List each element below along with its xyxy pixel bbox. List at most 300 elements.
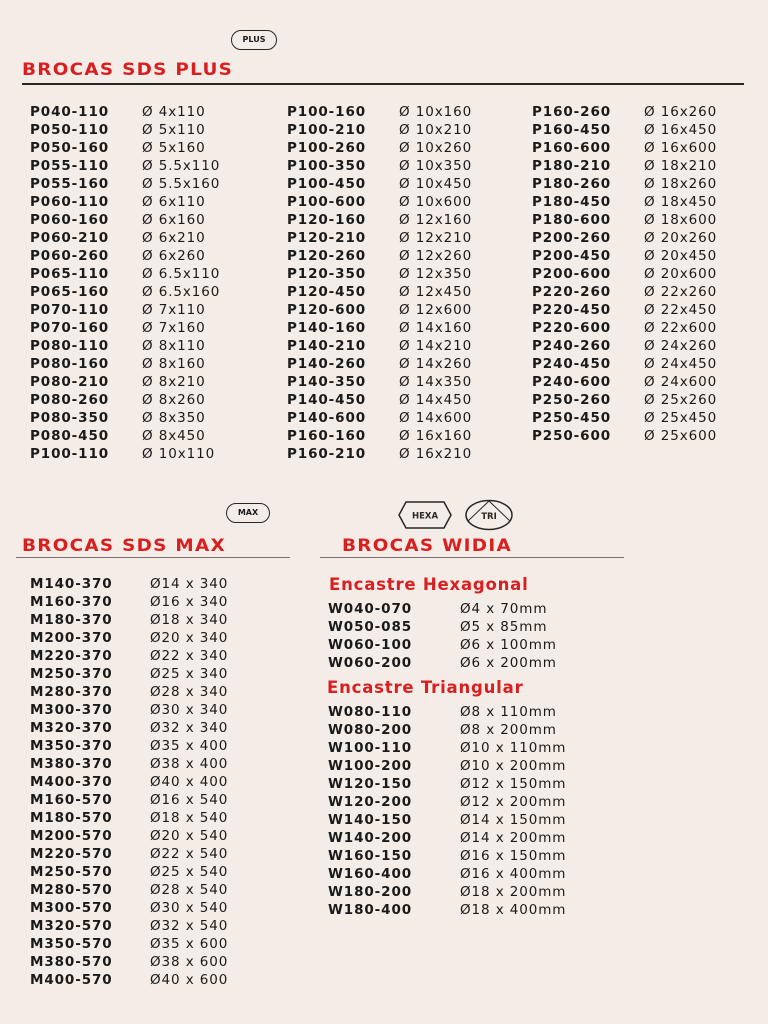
- product-code: P200-600: [532, 266, 612, 282]
- list-item: [328, 847, 566, 865]
- product-code: P080-450: [30, 428, 110, 444]
- dimensions: Ø 5x110: [142, 122, 206, 138]
- list-item: [287, 121, 472, 139]
- list-item: [30, 665, 228, 683]
- dimensions: Ø 12x350: [399, 266, 473, 282]
- list-item: [30, 647, 228, 665]
- dimensions: Ø 24x450: [644, 356, 718, 372]
- product-code: P060-160: [30, 212, 110, 228]
- dimensions: Ø 25x260: [644, 392, 718, 408]
- product-code: P070-160: [30, 320, 110, 336]
- product-code: M200-570: [30, 828, 113, 844]
- product-code: M400-570: [30, 972, 113, 988]
- dimensions: Ø 10x110: [142, 446, 216, 462]
- product-code: W160-150: [328, 848, 413, 864]
- product-code: P140-160: [287, 320, 367, 336]
- list-item: [287, 283, 472, 301]
- product-code: W100-110: [328, 740, 413, 756]
- product-code: W180-200: [328, 884, 413, 900]
- product-code: M140-370: [30, 576, 113, 592]
- list-item: [30, 593, 228, 611]
- product-code: M180-370: [30, 612, 113, 628]
- list-item: [30, 157, 220, 175]
- list-item: [532, 265, 717, 283]
- dimensions: Ø30 x 540: [150, 900, 229, 916]
- dimensions: Ø40 x 400: [150, 774, 229, 790]
- list-item: [287, 337, 472, 355]
- list-item: [328, 739, 566, 757]
- list-item: [30, 373, 220, 391]
- product-code: P180-600: [532, 212, 612, 228]
- dimensions: Ø14 x 200mm: [460, 830, 567, 846]
- product-code: P140-260: [287, 356, 367, 372]
- dimensions: Ø 10x450: [399, 176, 473, 192]
- product-code: M250-570: [30, 864, 113, 880]
- dimensions: Ø 18x450: [644, 194, 718, 210]
- dimensions: Ø 6x260: [142, 248, 206, 264]
- product-code: M300-370: [30, 702, 113, 718]
- list-item: [30, 175, 220, 193]
- list-item: [532, 301, 717, 319]
- product-code: P040-110: [30, 104, 110, 120]
- list-item: [287, 445, 472, 463]
- product-code: P080-210: [30, 374, 110, 390]
- product-code: P070-110: [30, 302, 110, 318]
- dimensions: Ø 20x260: [644, 230, 718, 246]
- dimensions: Ø 7x160: [142, 320, 206, 336]
- dimensions: Ø14 x 340: [150, 576, 229, 592]
- dimensions: Ø32 x 340: [150, 720, 229, 736]
- list-item: [328, 793, 566, 811]
- list-item: [328, 829, 566, 847]
- dimensions: Ø 24x600: [644, 374, 718, 390]
- sds-max-title: BROCAS SDS MAX: [22, 536, 226, 556]
- sds-plus-col-2: [287, 103, 472, 463]
- product-code: M320-570: [30, 918, 113, 934]
- svg-text:HEXA: HEXA: [411, 511, 439, 522]
- dimensions: Ø 22x450: [644, 302, 718, 318]
- list-item: [30, 845, 228, 863]
- product-code: P120-260: [287, 248, 367, 264]
- list-item: [30, 737, 228, 755]
- product-code: P080-160: [30, 356, 110, 372]
- dimensions: Ø 16x260: [644, 104, 718, 120]
- list-item: [328, 901, 566, 919]
- list-item: [328, 636, 557, 654]
- list-item: [30, 629, 228, 647]
- list-item: [532, 391, 717, 409]
- dimensions: Ø8 x 200mm: [460, 722, 557, 738]
- sds-plus-col-1: [30, 103, 220, 463]
- product-code: P055-160: [30, 176, 110, 192]
- list-item: [532, 175, 717, 193]
- list-item: [287, 373, 472, 391]
- product-code: M320-370: [30, 720, 113, 736]
- dimensions: Ø20 x 340: [150, 630, 229, 646]
- dimensions: Ø 18x260: [644, 176, 718, 192]
- widia-title: BROCAS WIDIA: [342, 536, 512, 556]
- list-item: [532, 247, 717, 265]
- list-item: [328, 757, 566, 775]
- product-code: P065-110: [30, 266, 110, 282]
- dimensions: Ø20 x 540: [150, 828, 229, 844]
- product-code: P060-210: [30, 230, 110, 246]
- list-item: [30, 863, 228, 881]
- list-item: [30, 935, 228, 953]
- list-item: [287, 301, 472, 319]
- product-code: W060-200: [328, 655, 413, 671]
- product-code: P250-450: [532, 410, 612, 426]
- product-code: P120-600: [287, 302, 367, 318]
- product-code: P120-210: [287, 230, 367, 246]
- list-item: [30, 575, 228, 593]
- dimensions: Ø 12x600: [399, 302, 473, 318]
- product-code: P140-350: [287, 374, 367, 390]
- list-item: [30, 265, 220, 283]
- list-item: [30, 103, 220, 121]
- product-code: M200-370: [30, 630, 113, 646]
- list-item: [532, 157, 717, 175]
- product-code: P240-260: [532, 338, 612, 354]
- product-code: W180-400: [328, 902, 413, 918]
- product-code: P140-450: [287, 392, 367, 408]
- product-code: P240-450: [532, 356, 612, 372]
- dimensions: Ø10 x 200mm: [460, 758, 567, 774]
- list-item: [287, 229, 472, 247]
- product-code: P220-450: [532, 302, 612, 318]
- list-item: [287, 139, 472, 157]
- dimensions: Ø 20x600: [644, 266, 718, 282]
- product-code: P055-110: [30, 158, 110, 174]
- list-item: [328, 703, 566, 721]
- product-code: P100-210: [287, 122, 367, 138]
- list-item: [532, 427, 717, 445]
- product-code: M180-570: [30, 810, 113, 826]
- dimensions: Ø14 x 150mm: [460, 812, 567, 828]
- list-item: [30, 881, 228, 899]
- dimensions: Ø 22x260: [644, 284, 718, 300]
- dimensions: Ø40 x 600: [150, 972, 229, 988]
- list-item: [328, 654, 557, 672]
- list-item: [287, 265, 472, 283]
- list-item: [30, 319, 220, 337]
- product-code: W120-150: [328, 776, 413, 792]
- product-code: W140-150: [328, 812, 413, 828]
- list-item: [30, 301, 220, 319]
- dimensions: Ø6 x 200mm: [460, 655, 557, 671]
- product-code: P120-350: [287, 266, 367, 282]
- dimensions: Ø16 x 540: [150, 792, 229, 808]
- sds-plus-divider: [22, 83, 744, 85]
- dimensions: Ø 4x110: [142, 104, 206, 120]
- product-code: M400-370: [30, 774, 113, 790]
- product-code: P100-350: [287, 158, 367, 174]
- product-code: P180-210: [532, 158, 612, 174]
- list-item: [328, 721, 566, 739]
- product-code: W160-400: [328, 866, 413, 882]
- dimensions: Ø18 x 400mm: [460, 902, 567, 918]
- dimensions: Ø 24x260: [644, 338, 718, 354]
- dimensions: Ø28 x 340: [150, 684, 229, 700]
- product-code: P100-260: [287, 140, 367, 156]
- tri-subtitle: Encastre Triangular: [327, 678, 524, 697]
- list-item: [30, 683, 228, 701]
- dimensions: Ø30 x 340: [150, 702, 229, 718]
- product-code: P080-110: [30, 338, 110, 354]
- dimensions: Ø 25x450: [644, 410, 718, 426]
- dimensions: Ø6 x 100mm: [460, 637, 557, 653]
- product-code: W050-085: [328, 619, 413, 635]
- dimensions: Ø25 x 340: [150, 666, 229, 682]
- list-item: [532, 193, 717, 211]
- sds-max-list: [30, 575, 228, 989]
- product-code: W140-200: [328, 830, 413, 846]
- dimensions: Ø 6.5x160: [142, 284, 221, 300]
- product-code: P050-160: [30, 140, 110, 156]
- list-item: [30, 391, 220, 409]
- hexa-shank-icon: [398, 501, 452, 529]
- product-code: M350-370: [30, 738, 113, 754]
- list-item: [30, 971, 228, 989]
- product-code: M160-370: [30, 594, 113, 610]
- tri-shank-icon: [464, 499, 514, 531]
- sds-max-divider: [16, 557, 290, 558]
- dimensions: Ø35 x 600: [150, 936, 229, 952]
- product-code: P140-600: [287, 410, 367, 426]
- product-code: P080-260: [30, 392, 110, 408]
- list-item: [287, 193, 472, 211]
- dimensions: Ø 12x260: [399, 248, 473, 264]
- product-code: P160-210: [287, 446, 367, 462]
- dimensions: Ø 8x260: [142, 392, 206, 408]
- dimensions: Ø 5x160: [142, 140, 206, 156]
- dimensions: Ø22 x 540: [150, 846, 229, 862]
- product-code: P180-260: [532, 176, 612, 192]
- list-item: [287, 157, 472, 175]
- dimensions: Ø5 x 85mm: [460, 619, 548, 635]
- product-code: P160-260: [532, 104, 612, 120]
- dimensions: Ø 14x350: [399, 374, 473, 390]
- dimensions: Ø 25x600: [644, 428, 718, 444]
- list-item: [287, 391, 472, 409]
- product-code: M280-370: [30, 684, 113, 700]
- dimensions: Ø 8x350: [142, 410, 206, 426]
- product-code: P050-110: [30, 122, 110, 138]
- product-code: M380-570: [30, 954, 113, 970]
- list-item: [287, 103, 472, 121]
- dimensions: Ø16 x 150mm: [460, 848, 567, 864]
- dimensions: Ø 5.5x160: [142, 176, 221, 192]
- product-code: P100-600: [287, 194, 367, 210]
- dimensions: Ø 6x160: [142, 212, 206, 228]
- product-code: M160-570: [30, 792, 113, 808]
- product-code: P250-600: [532, 428, 612, 444]
- dimensions: Ø 10x210: [399, 122, 473, 138]
- svg-text:TRI: TRI: [481, 512, 497, 522]
- dimensions: Ø 14x210: [399, 338, 473, 354]
- dimensions: Ø16 x 400mm: [460, 866, 567, 882]
- list-item: [532, 355, 717, 373]
- dimensions: Ø 6x110: [142, 194, 206, 210]
- list-item: [30, 211, 220, 229]
- list-item: [287, 319, 472, 337]
- sds-plus-col-3: [532, 103, 717, 445]
- dimensions: Ø 12x210: [399, 230, 473, 246]
- list-item: [30, 773, 228, 791]
- dimensions: Ø 10x600: [399, 194, 473, 210]
- list-item: [532, 121, 717, 139]
- product-code: M300-570: [30, 900, 113, 916]
- product-code: M220-570: [30, 846, 113, 862]
- product-code: P140-210: [287, 338, 367, 354]
- widia-tri-list: [328, 703, 566, 919]
- product-code: P065-160: [30, 284, 110, 300]
- dimensions: Ø28 x 540: [150, 882, 229, 898]
- product-code: M380-370: [30, 756, 113, 772]
- list-item: [328, 883, 566, 901]
- product-code: P180-450: [532, 194, 612, 210]
- list-item: [328, 865, 566, 883]
- widia-divider: [320, 557, 624, 558]
- dimensions: Ø 18x210: [644, 158, 718, 174]
- list-item: [532, 103, 717, 121]
- list-item: [30, 355, 220, 373]
- dimensions: Ø 10x260: [399, 140, 473, 156]
- dimensions: Ø 16x210: [399, 446, 473, 462]
- dimensions: Ø18 x 540: [150, 810, 229, 826]
- max-shank-icon: MAX: [226, 503, 270, 523]
- list-item: [30, 953, 228, 971]
- dimensions: Ø 14x160: [399, 320, 473, 336]
- dimensions: Ø12 x 150mm: [460, 776, 567, 792]
- list-item: [30, 193, 220, 211]
- dimensions: Ø 10x350: [399, 158, 473, 174]
- list-item: [30, 755, 228, 773]
- dimensions: Ø 5.5x110: [142, 158, 221, 174]
- dimensions: Ø 8x160: [142, 356, 206, 372]
- list-item: [287, 211, 472, 229]
- sds-plus-title: BROCAS SDS PLUS: [22, 60, 234, 80]
- list-item: [532, 337, 717, 355]
- list-item: [287, 409, 472, 427]
- product-code: P240-600: [532, 374, 612, 390]
- dimensions: Ø 10x160: [399, 104, 473, 120]
- list-item: [30, 247, 220, 265]
- dimensions: Ø38 x 400: [150, 756, 229, 772]
- dimensions: Ø 14x450: [399, 392, 473, 408]
- dimensions: Ø38 x 600: [150, 954, 229, 970]
- list-item: [287, 427, 472, 445]
- product-code: W100-200: [328, 758, 413, 774]
- product-code: W080-110: [328, 704, 413, 720]
- dimensions: Ø 7x110: [142, 302, 206, 318]
- product-code: P100-160: [287, 104, 367, 120]
- product-code: P220-260: [532, 284, 612, 300]
- product-code: P100-110: [30, 446, 110, 462]
- dimensions: Ø 8x450: [142, 428, 206, 444]
- list-item: [532, 283, 717, 301]
- product-code: W080-200: [328, 722, 413, 738]
- list-item: [532, 229, 717, 247]
- list-item: [287, 247, 472, 265]
- dimensions: Ø16 x 340: [150, 594, 229, 610]
- list-item: [30, 409, 220, 427]
- product-code: P080-350: [30, 410, 110, 426]
- product-code: P060-110: [30, 194, 110, 210]
- product-code: P200-260: [532, 230, 612, 246]
- list-item: [30, 701, 228, 719]
- list-item: [30, 809, 228, 827]
- dimensions: Ø 12x160: [399, 212, 473, 228]
- product-code: P060-260: [30, 248, 110, 264]
- dimensions: Ø 16x600: [644, 140, 718, 156]
- hex-subtitle: Encastre Hexagonal: [329, 575, 529, 594]
- dimensions: Ø 16x450: [644, 122, 718, 138]
- product-code: P220-600: [532, 320, 612, 336]
- product-code: P200-450: [532, 248, 612, 264]
- list-item: [30, 899, 228, 917]
- dimensions: Ø22 x 340: [150, 648, 229, 664]
- list-item: [328, 618, 557, 636]
- product-code: P250-260: [532, 392, 612, 408]
- product-code: P120-450: [287, 284, 367, 300]
- list-item: [30, 121, 220, 139]
- list-item: [30, 791, 228, 809]
- dimensions: Ø 14x260: [399, 356, 473, 372]
- list-item: [532, 211, 717, 229]
- product-code: P120-160: [287, 212, 367, 228]
- list-item: [532, 139, 717, 157]
- list-item: [30, 445, 220, 463]
- dimensions: Ø 18x600: [644, 212, 718, 228]
- product-code: W060-100: [328, 637, 413, 653]
- list-item: [328, 600, 557, 618]
- plus-shank-icon: PLUS: [231, 30, 277, 50]
- dimensions: Ø 20x450: [644, 248, 718, 264]
- product-code: P160-160: [287, 428, 367, 444]
- list-item: [30, 611, 228, 629]
- dimensions: Ø 6x210: [142, 230, 206, 246]
- list-item: [287, 355, 472, 373]
- list-item: [30, 719, 228, 737]
- list-item: [30, 283, 220, 301]
- dimensions: Ø4 x 70mm: [460, 601, 548, 617]
- product-code: P160-600: [532, 140, 612, 156]
- product-code: W120-200: [328, 794, 413, 810]
- dimensions: Ø18 x 340: [150, 612, 229, 628]
- dimensions: Ø35 x 400: [150, 738, 229, 754]
- dimensions: Ø12 x 200mm: [460, 794, 567, 810]
- dimensions: Ø 8x210: [142, 374, 206, 390]
- product-code: P100-450: [287, 176, 367, 192]
- dimensions: Ø 8x110: [142, 338, 206, 354]
- list-item: [30, 139, 220, 157]
- widia-hex-list: [328, 600, 557, 672]
- list-item: [532, 409, 717, 427]
- product-code: P160-450: [532, 122, 612, 138]
- list-item: [30, 917, 228, 935]
- list-item: [30, 427, 220, 445]
- dimensions: Ø 22x600: [644, 320, 718, 336]
- product-code: M220-370: [30, 648, 113, 664]
- product-code: M350-570: [30, 936, 113, 952]
- dimensions: Ø18 x 200mm: [460, 884, 567, 900]
- dimensions: Ø 12x450: [399, 284, 473, 300]
- list-item: [532, 319, 717, 337]
- dimensions: Ø8 x 110mm: [460, 704, 557, 720]
- list-item: [30, 229, 220, 247]
- product-code: M280-570: [30, 882, 113, 898]
